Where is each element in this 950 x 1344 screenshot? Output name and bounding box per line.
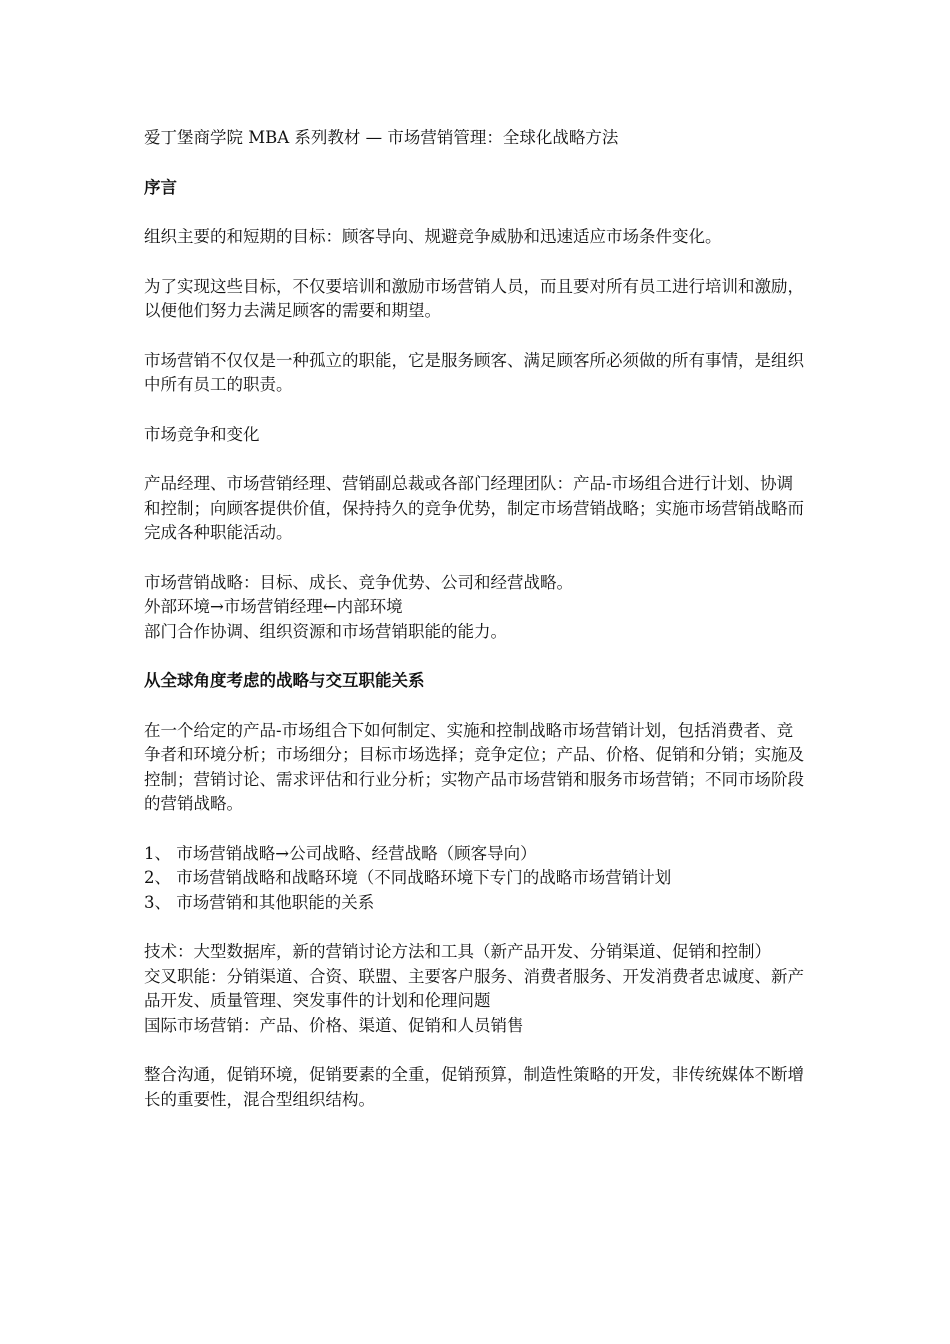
paragraph-international: 国际市场营销：产品、价格、渠道、促销和人员销售 [144, 1015, 524, 1035]
paragraph-managers: 产品经理、市场营销经理、营销副总裁或各部门经理团队：产品-市场组合进行计划、协调和控制；向顾客提供价值，保持持久的竞争优势，制定市场营销战略；实施市场营销战略而完成各种职能活动。 [144, 474, 804, 542]
capability-line: 部门合作协调、组织资源和市场营销职能的能力。 [144, 621, 507, 641]
document-title: 爱丁堡商学院 MBA 系列教材 — 市场营销管理：全球化战略方法 [144, 128, 619, 147]
subheading-competition: 市场竞争和变化 [144, 424, 260, 444]
paragraph-marketing-role: 市场营销不仅仅是一种孤立的职能，它是服务顾客、满足顾客所必须做的所有事情，是组织中所有员工的职责。 [144, 350, 804, 394]
document-body [144, 126, 808, 1112]
list-item: 2、 市场营销战略和战略环境（不同战略环境下专门的战略市场营销计划 [144, 868, 672, 887]
list-item: 3、 市场营销和其他职能的关系 [144, 892, 375, 912]
preface-heading: 序言 [144, 177, 177, 197]
section-heading-global: 从全球角度考虑的战略与交互职能关系 [144, 671, 425, 690]
paragraph-training: 为了实现这些目标，不仅要培训和激励市场营销人员，而且要对所有员工进行培训和激励，以便他们努力去满足顾客的需要和期望。 [144, 276, 804, 320]
paragraph-planning: 在一个给定的产品-市场组合下如何制定、实施和控制战略市场营销计划，包括消费者、竞争者和环境分析；市场细分；目标市场选择；竞争定位；产品、价格、促销和分销；实施及控制；营销讨论、需求评估和行业分析；实物产品市场营销和服务市场营销；不同市场阶段的营销战略。 [144, 720, 804, 813]
paragraph-goals: 组织主要的和短期的目标：顾客导向、规避竞争威胁和迅速适应市场条件变化。 [144, 227, 722, 246]
list-item: 1、 市场营销战略→公司战略、经营战略（顾客导向） [144, 843, 537, 863]
paragraph-technology: 技术：大型数据库，新的营销讨论方法和工具（新产品开发、分销渠道、促销和控制） [144, 942, 771, 961]
environment-line: 外部环境→市场营销经理←内部环境 [144, 597, 403, 616]
paragraph-communication: 整合沟通，促销环境，促销要素的全重，促销预算，制造性策略的开发，非传统媒体不断增长的重要性，混合型组织结构。 [144, 1065, 804, 1109]
paragraph-cross-functions: 交叉职能：分销渠道、合资、联盟、主要客户服务、消费者服务、开发消费者忠诚度、新产品开发、质量管理、突发事件的计划和伦理问题 [144, 966, 804, 1010]
strategy-line: 市场营销战略：目标、成长、竞争优势、公司和经营战略。 [144, 572, 573, 592]
